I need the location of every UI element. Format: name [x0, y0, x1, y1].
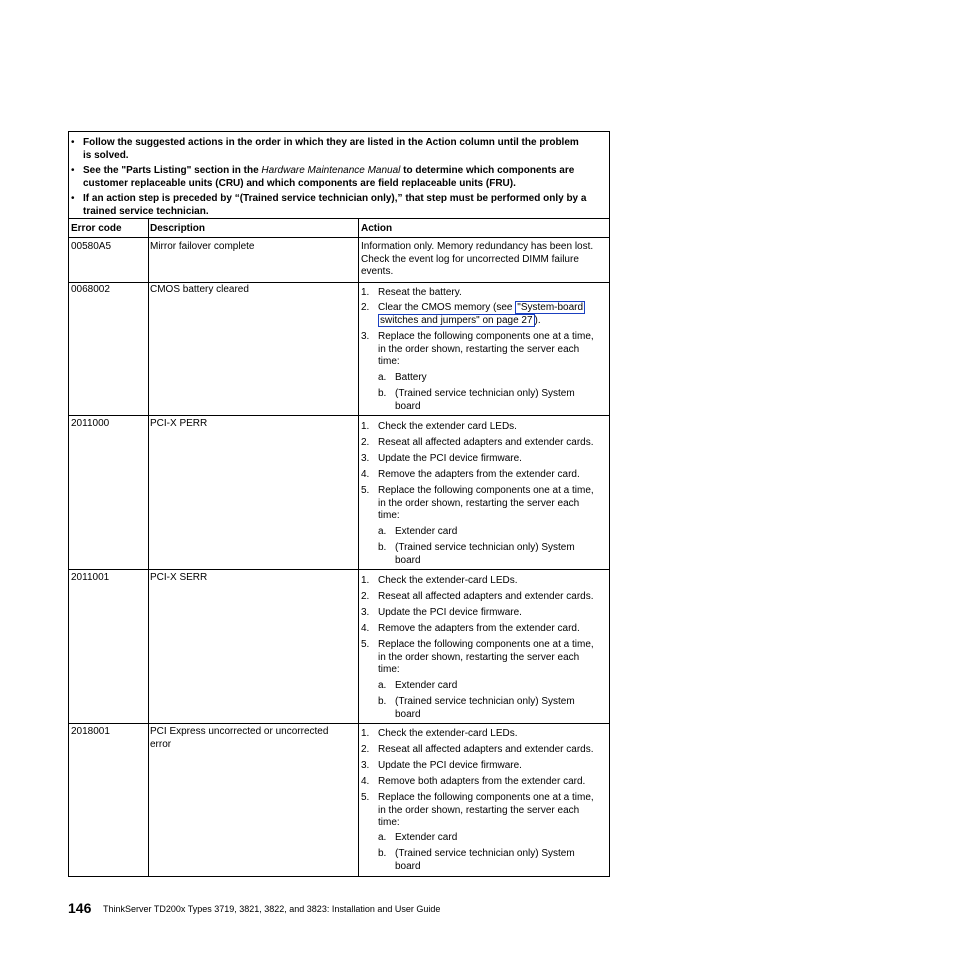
error-description: PCI-X PERR [150, 418, 208, 429]
action-step: 3. Replace the following components one at a time, in the order shown, restarting the server each time: [361, 331, 594, 367]
error-code-table [68, 131, 610, 877]
action-step: 2. Reseat all affected adapters and extender cards. [361, 744, 594, 755]
column-header-description: Description [150, 223, 206, 234]
row-divider [69, 415, 609, 416]
action-step: 4. Remove the adapters from the extender card. [361, 469, 580, 480]
error-code: 2011001 [71, 572, 110, 583]
action-substep: a. Extender card [378, 832, 458, 843]
footer-title: ThinkServer TD200x Types 3719, 3821, 3822, and 3823: Installation and User Guide [103, 904, 441, 914]
note-text: to determine which components are [400, 165, 575, 176]
table-divider [69, 218, 609, 219]
action-substep: b. (Trained service technician only) System board [378, 848, 575, 872]
action-substep: b. (Trained service technician only) System board [378, 542, 575, 566]
bullet: • [71, 137, 75, 148]
action-text: Check the event log for uncorrected DIMM failure [361, 253, 579, 265]
page-number: 146 [68, 900, 92, 916]
system-board-switches-link[interactable]: "System-board [517, 302, 584, 313]
note-text: is solved. [83, 150, 129, 161]
column-header-error-code: Error code [71, 223, 122, 234]
action-step: 4. Remove both adapters from the extender card. [361, 776, 586, 787]
column-divider [358, 218, 359, 876]
action-substep: b. (Trained service technician only) System board [378, 388, 575, 412]
action-substep: a. Battery [378, 372, 427, 383]
action-step: 2. Clear the CMOS memory (see "System-board switches and jumpers" on page 27 ). [361, 302, 584, 326]
action-substep: a. Extender card [378, 526, 458, 537]
action-step: 4. Remove the adapters from the extender card. [361, 623, 580, 634]
action-step: 2. Reseat all affected adapters and extender cards. [361, 437, 594, 448]
note-text: customer replaceable units (CRU) and which components are field replaceable units (FRU). [83, 178, 516, 189]
note-item-1 [71, 136, 605, 162]
action-step: 5. Replace the following components one at a time, in the order shown, restarting the server each time: [361, 792, 594, 828]
note-text: trained service technician. [83, 206, 209, 217]
bullet: • [71, 193, 75, 204]
note-item-2 [71, 164, 605, 190]
note-item-3 [71, 192, 605, 218]
row-divider [69, 723, 609, 724]
error-code: 0068002 [71, 284, 110, 295]
header-divider [69, 237, 609, 238]
column-divider [148, 218, 149, 876]
action-step: 1. Reseat the battery. [361, 287, 462, 298]
note-text: See the "Parts Listing" section in the [83, 165, 262, 176]
error-description: CMOS battery cleared [150, 284, 249, 295]
action-step: 1. Check the extender-card LEDs. [361, 575, 518, 586]
action-step: 3. Update the PCI device firmware. [361, 453, 522, 464]
row-divider [69, 569, 609, 570]
action-step: 2. Reseat all affected adapters and extender cards. [361, 591, 594, 602]
action-step: 5. Replace the following components one at a time, in the order shown, restarting the server each time: [361, 639, 594, 675]
action-step: 1. Check the extender-card LEDs. [361, 728, 518, 739]
system-board-switches-link[interactable]: switches and jumpers" on page 27 [380, 314, 533, 326]
note-text: If an action step is preceded by “(Trained service technician only),” that step must be performed only by a [83, 193, 587, 204]
action-step: 3. Update the PCI device firmware. [361, 607, 522, 618]
action-step: 1. Check the extender card LEDs. [361, 421, 517, 432]
action-substep: a. Extender card [378, 680, 458, 691]
error-code: 2018001 [71, 726, 110, 737]
row-divider [69, 282, 609, 283]
bullet: • [71, 165, 75, 176]
manual-title: Hardware Maintenance Manual [261, 165, 401, 176]
action-text: events. [361, 266, 394, 277]
error-code: 2011000 [71, 418, 110, 429]
error-description: Mirror failover complete [150, 241, 255, 252]
action-text: Information only. Memory redundancy has been lost. [361, 241, 594, 252]
column-header-action: Action [361, 223, 393, 234]
error-description: PCI-X SERR [150, 572, 208, 583]
action-step: 5. Replace the following components one at a time, in the order shown, restarting the server each time: [361, 485, 594, 521]
note-text: Follow the suggested actions in the order in which they are listed in the Action column until the problem [83, 137, 579, 148]
error-description: PCI Express uncorrected or uncorrected error [150, 726, 329, 750]
action-substep: b. (Trained service technician only) System board [378, 696, 575, 720]
action-step: 3. Update the PCI device firmware. [361, 760, 522, 771]
error-code: 00580A5 [71, 241, 112, 252]
